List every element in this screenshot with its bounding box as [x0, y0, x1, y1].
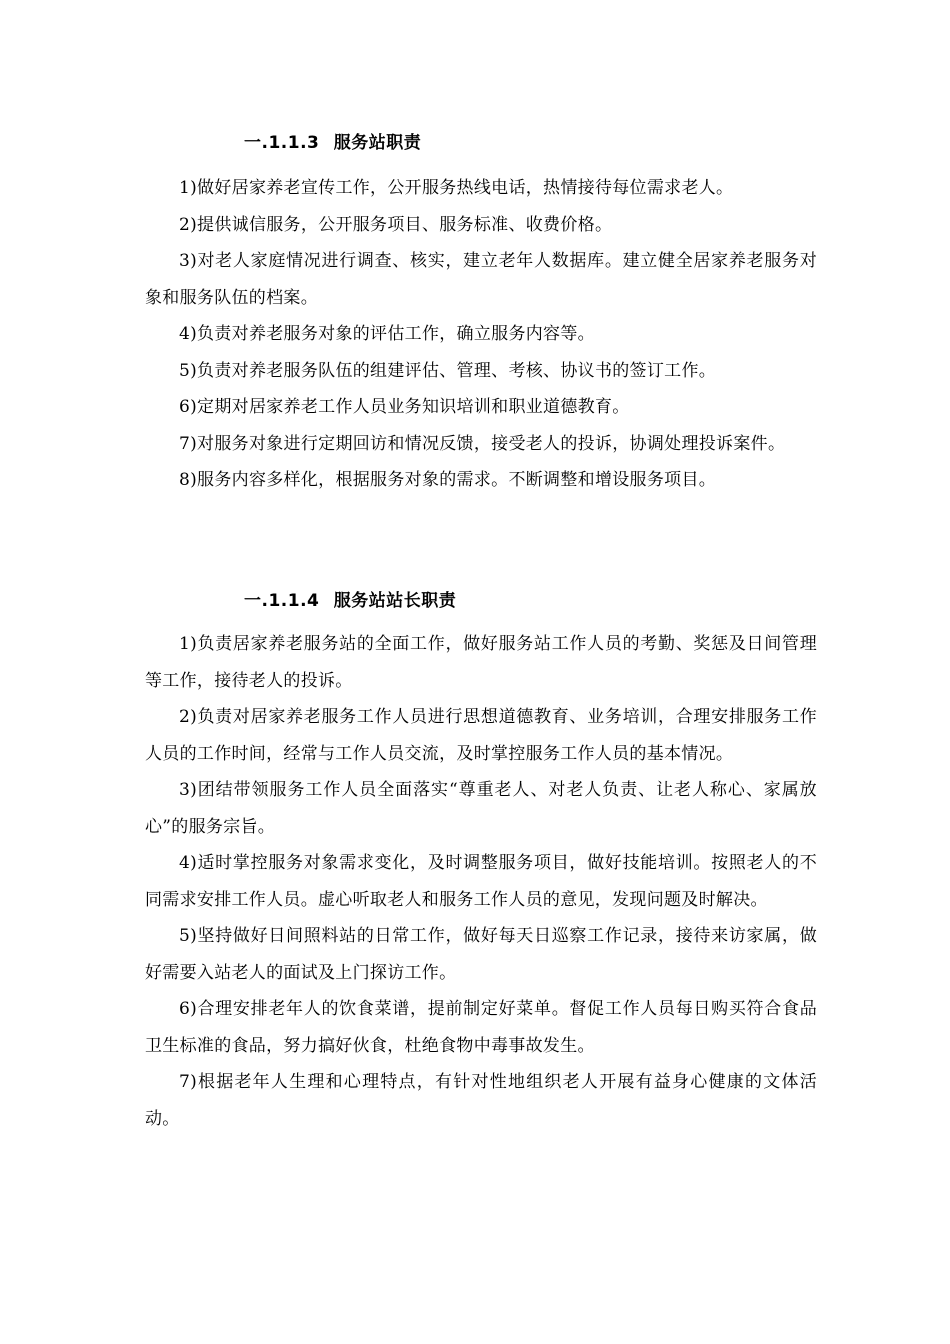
duty-item: 6)合理安排老年人的饮食菜谱，提前制定好菜单。督促工作人员每日购买符合食品卫生标准的食品，努力搞好伙食，杜绝食物中毒事故发生。 — [145, 999, 817, 1056]
duty-item: 5)负责对养老服务队伍的组建评估、管理、考核、协议书的签订工作。 — [179, 360, 717, 381]
section-title: 服务站职责 — [333, 133, 422, 153]
duty-item: 3)对老人家庭情况进行调查、核实，建立老年人数据库。建立健全居家养老服务对象和服务队伍的档案。 — [145, 251, 817, 308]
section-heading-1-1-1-4 — [244, 586, 456, 611]
section-heading-1-1-1-3 — [244, 128, 421, 153]
duty-item: 5)坚持做好日间照料站的日常工作，做好每天日巡察工作记录，接待来访家属，做好需要入站老人的面试及上门探访工作。 — [145, 926, 817, 983]
duty-item: 7)对服务对象进行定期回访和情况反馈，接受老人的投诉，协调处理投诉案件。 — [179, 433, 786, 454]
duty-item: 2)提供诚信服务，公开服务项目、服务标准、收费价格。 — [179, 214, 613, 235]
duty-item: 3)团结带领服务工作人员全面落实“尊重老人、对老人负责、让老人称心、家属放心”的服务宗旨。 — [145, 780, 817, 837]
duty-item: 1)负责居家养老服务站的全面工作，做好服务站工作人员的考勤、奖惩及日间管理等工作，接待老人的投诉。 — [145, 634, 817, 691]
duty-item: 8)服务内容多样化，根据服务对象的需求。不断调整和增设服务项目。 — [179, 470, 717, 490]
duty-item: 4)负责对养老服务对象的评估工作，确立服务内容等。 — [179, 324, 595, 344]
section-body-station-duties — [145, 170, 817, 499]
section-title: 服务站站长职责 — [333, 591, 457, 611]
section-body-station-manager-duties — [145, 626, 817, 1137]
duty-item: 4)适时掌控服务对象需求变化，及时调整服务项目，做好技能培训。按照老人的不同需求安排工作人员。虚心听取老人和服务工作人员的意见，发现问题及时解决。 — [145, 853, 817, 910]
section-number: 一.1.1.4 — [244, 591, 320, 611]
duty-item: 1)做好居家养老宣传工作，公开服务热线电话，热情接待每位需求老人。 — [179, 178, 734, 198]
duty-item: 6)定期对居家养老工作人员业务知识培训和职业道德教育。 — [179, 397, 630, 417]
duty-item: 2)负责对居家养老服务工作人员进行思想道德教育、业务培训，合理安排服务工作人员的工作时间，经常与工作人员交流，及时掌控服务工作人员的基本情况。 — [145, 707, 817, 764]
duty-item: 7)根据老年人生理和心理特点，有针对性地组织老人开展有益身心健康的文体活动。 — [145, 1072, 817, 1129]
section-number: 一.1.1.3 — [244, 133, 320, 153]
